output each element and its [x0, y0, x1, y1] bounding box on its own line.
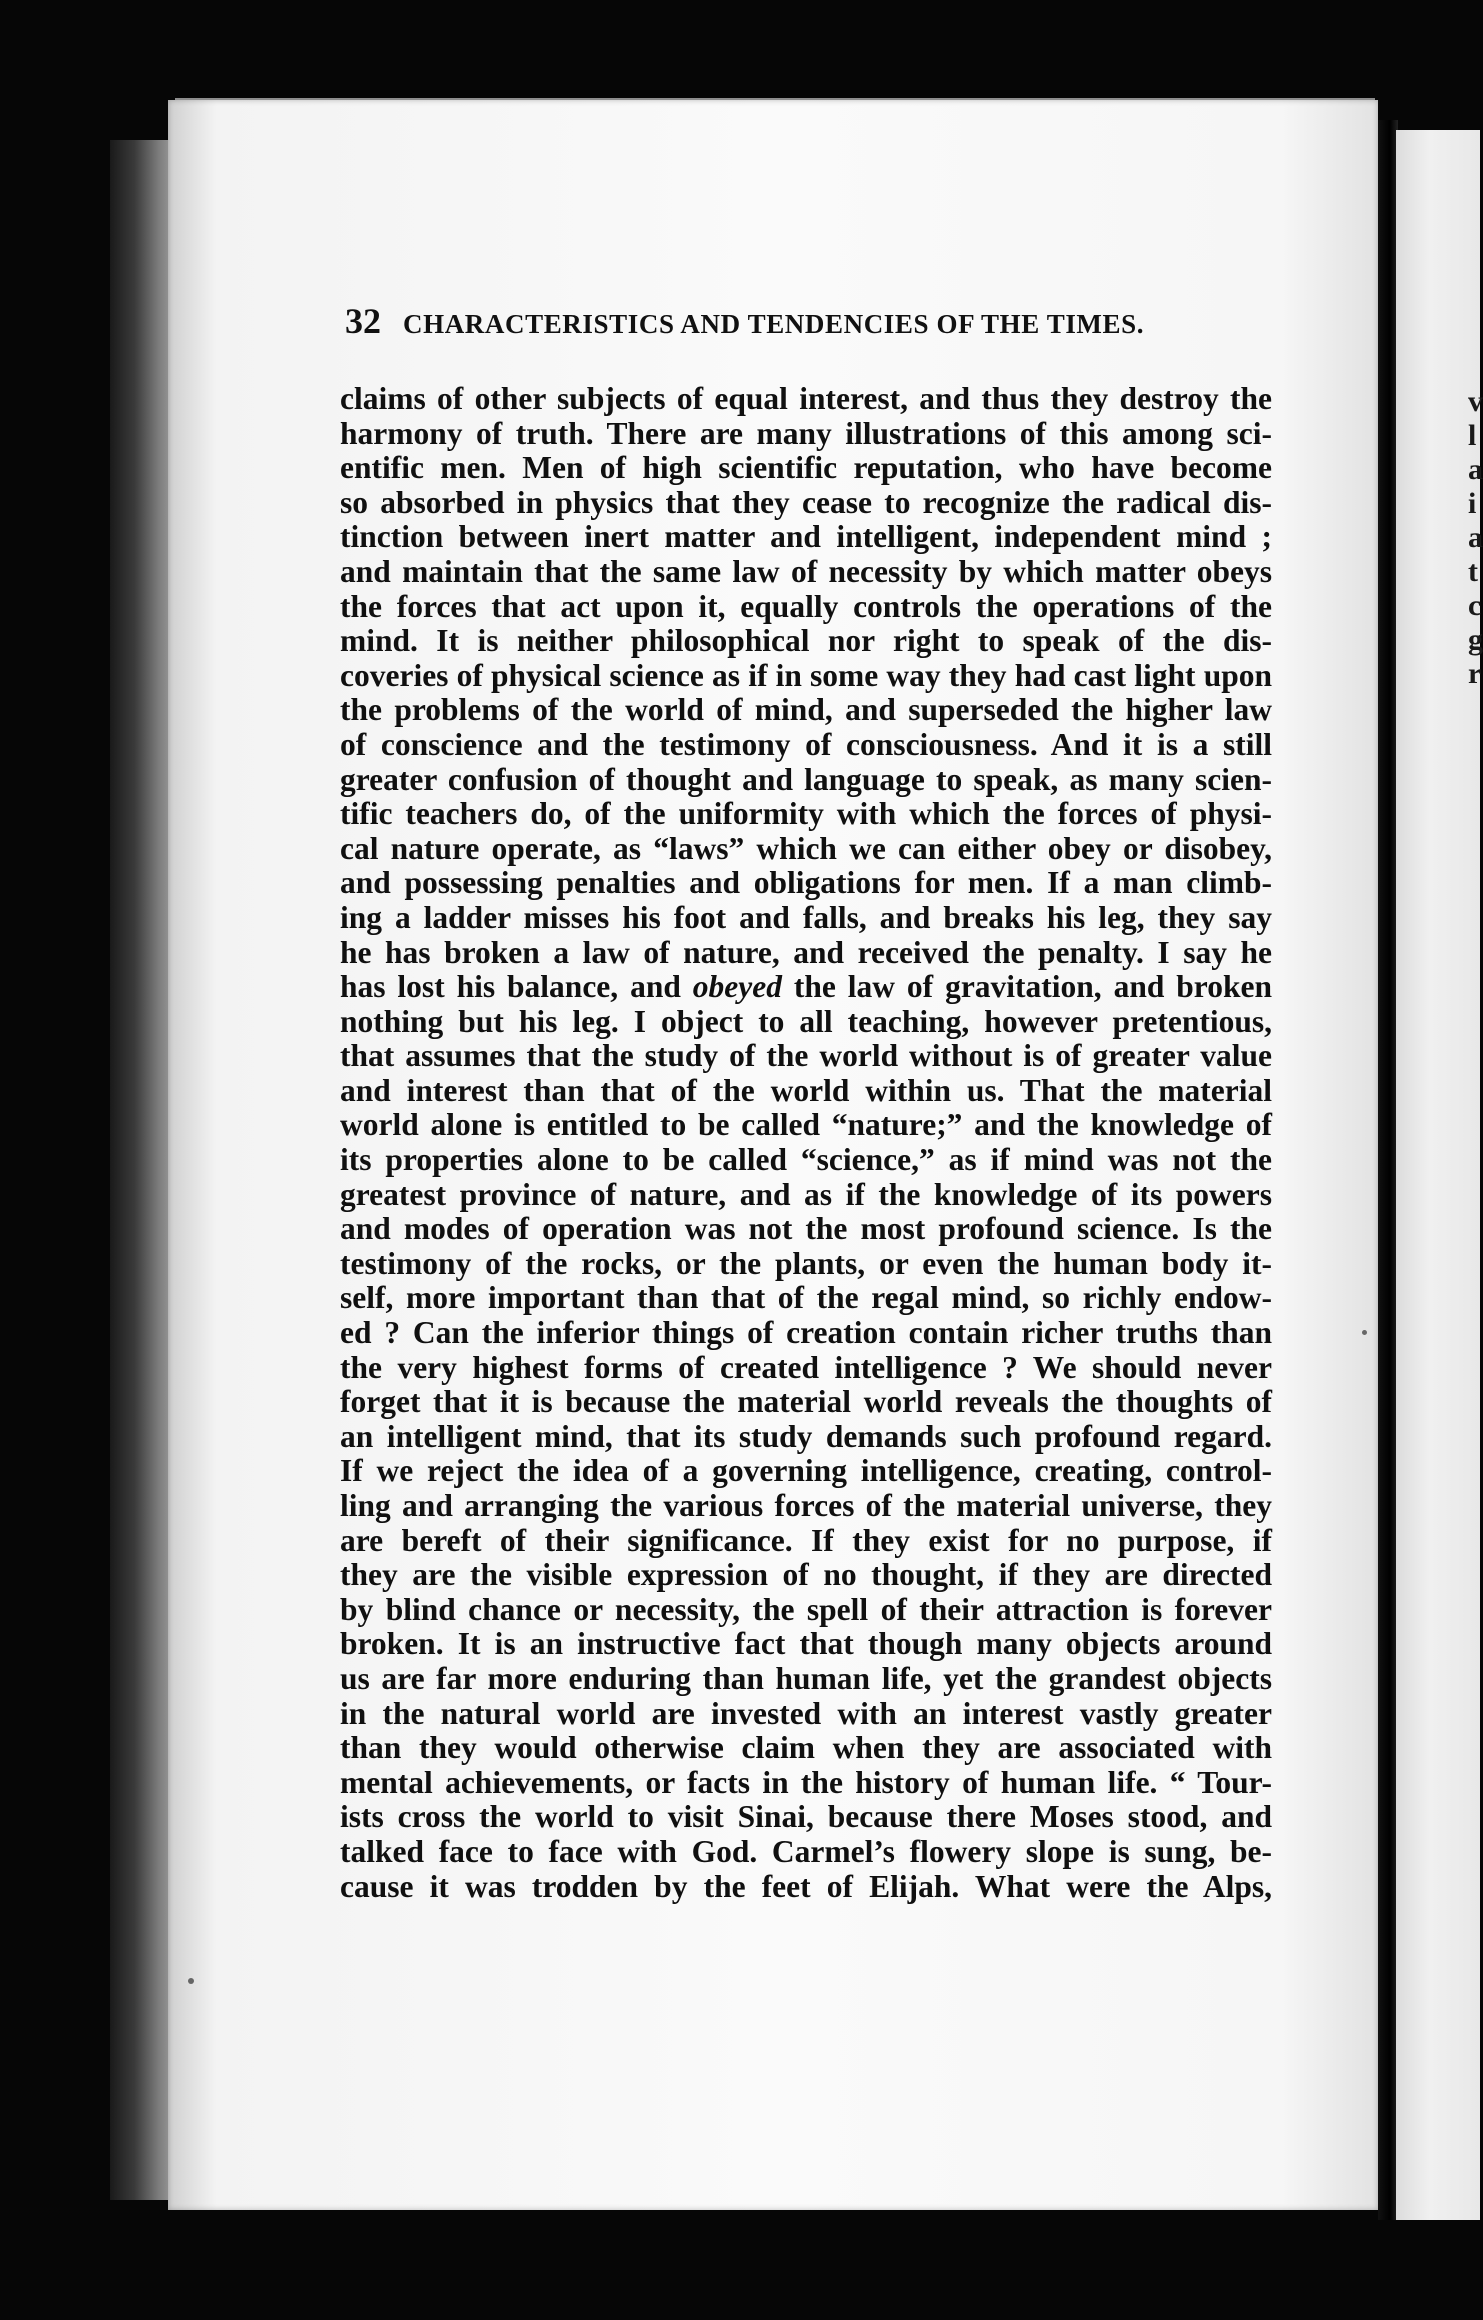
page-gutter: [1378, 120, 1398, 2220]
text-line: harmony of truth. There are many illustrations of this among sci-: [340, 415, 1272, 451]
margin-letter: l: [1468, 419, 1477, 452]
ink-speck: [1362, 1330, 1367, 1335]
text-line: tinction between inert matter and intelligent, independent mind ;: [340, 519, 1272, 555]
page-body-text: [340, 382, 1272, 1904]
margin-letter: a: [1468, 453, 1483, 486]
text-line-with-italic: [340, 970, 1272, 1005]
text-segment: the law of gravitation, and broken: [781, 969, 1272, 1005]
text-line: broken. It is an instructive fact that though many objects around: [340, 1626, 1272, 1662]
text-line: claims of other subjects of equal interest, and thus they destroy the: [340, 381, 1272, 416]
text-line: ists cross the world to visit Sinai, because there Moses stood, and: [340, 1799, 1272, 1835]
margin-letter: r: [1468, 657, 1482, 690]
text-line: testimony of the rocks, or the plants, or even the human body it-: [340, 1245, 1272, 1281]
text-line: an intelligent mind, that its study demands such profound regard.: [340, 1418, 1272, 1454]
text-line: cause it was trodden by the feet of Elijah. What were the Alps,: [340, 1868, 1272, 1904]
margin-letter: c: [1468, 589, 1482, 622]
text-line: tific teachers do, of the uniformity with which the forces of physi-: [340, 796, 1272, 832]
text-line: forget that it is because the material world reveals the thoughts of: [340, 1384, 1272, 1420]
text-line: greatest province of nature, and as if the knowledge of its powers: [340, 1176, 1272, 1212]
text-line: cal nature operate, as “laws” which we can either obey or disobey,: [340, 830, 1272, 866]
text-line: nothing but his leg. I object to all teaching, however pretentious,: [340, 1003, 1272, 1039]
text-line: and maintain that the same law of necessity by which matter obeys: [340, 553, 1272, 589]
text-line: they are the visible expression of no thought, if they are directed: [340, 1557, 1272, 1593]
text-line: and interest than that of the world within us. That the material: [340, 1072, 1272, 1108]
text-line: us are far more enduring than human life, yet the grandest objects: [340, 1660, 1272, 1696]
text-line: mind. It is neither philosophical nor right to speak of the dis-: [340, 623, 1272, 659]
text-line: are bereft of their significance. If they exist for no purpose, if: [340, 1522, 1272, 1558]
text-line: ing a ladder misses his foot and falls, and breaks his leg, they say: [340, 899, 1272, 935]
text-line: ling and arranging the various forces of the material universe, they: [340, 1488, 1272, 1523]
text-line: the very highest forms of created intelligence ? We should never: [340, 1349, 1272, 1385]
text-line: so absorbed in physics that they cease to recognize the radical dis-: [340, 484, 1272, 520]
text-line: than they would otherwise claim when they are associated with: [340, 1730, 1272, 1766]
text-line: self, more important than that of the regal mind, so richly endow-: [340, 1280, 1272, 1316]
text-line: world alone is entitled to be called “nature;” and the knowledge of: [340, 1107, 1272, 1143]
text-line: ed ? Can the inferior things of creation contain richer truths than: [340, 1315, 1272, 1351]
text-line: of conscience and the testimony of consciousness. And it is a still: [340, 726, 1272, 762]
ink-speck: [188, 1978, 194, 1984]
margin-letter: v: [1468, 385, 1483, 418]
margin-letter: i: [1468, 487, 1477, 520]
text-line: greater confusion of thought and language to speak, as many scien-: [340, 761, 1272, 797]
margin-letter: g: [1468, 623, 1483, 656]
text-line: and possessing penalties and obligations for men. If a man climb-: [340, 865, 1272, 901]
text-line: its properties alone to be called “science,” as if mind was not the: [340, 1142, 1272, 1178]
text-line: he has broken a law of nature, and received the penalty. I say he: [340, 934, 1272, 970]
running-head: [345, 300, 1225, 342]
text-line: entific men. Men of high scientific reputation, who have become: [340, 450, 1272, 486]
text-line: by blind chance or necessity, the spell of their attraction is forever: [340, 1591, 1272, 1627]
text-line: the problems of the world of mind, and superseded the higher law: [340, 692, 1272, 728]
margin-letter: a: [1468, 521, 1483, 554]
running-head-title: CHARACTERISTICS AND TENDENCIES OF THE TIMES.: [403, 309, 1145, 339]
text-line: If we reject the idea of a governing intelligence, creating, control-: [340, 1453, 1272, 1489]
page-number: 32: [345, 301, 381, 341]
text-line: mental achievements, or facts in the history of human life. “ Tour-: [340, 1764, 1272, 1800]
text-line: coveries of physical science as if in some way they had cast light upon: [340, 657, 1272, 693]
margin-letter: t: [1468, 555, 1478, 588]
italic-word: obeyed: [692, 969, 782, 1005]
next-page-margin-letters: [1468, 385, 1483, 691]
text-line: and modes of operation was not the most profound science. Is the: [340, 1211, 1272, 1247]
text-line: talked face to face with God. Carmel’s flowery slope is sung, be-: [340, 1833, 1272, 1869]
text-line: in the natural world are invested with an interest vastly greater: [340, 1695, 1272, 1731]
text-line: that assumes that the study of the world without is of greater value: [340, 1038, 1272, 1074]
text-line: the forces that act upon it, equally controls the operations of the: [340, 588, 1272, 624]
text-segment: has lost his balance, and: [340, 969, 693, 1005]
